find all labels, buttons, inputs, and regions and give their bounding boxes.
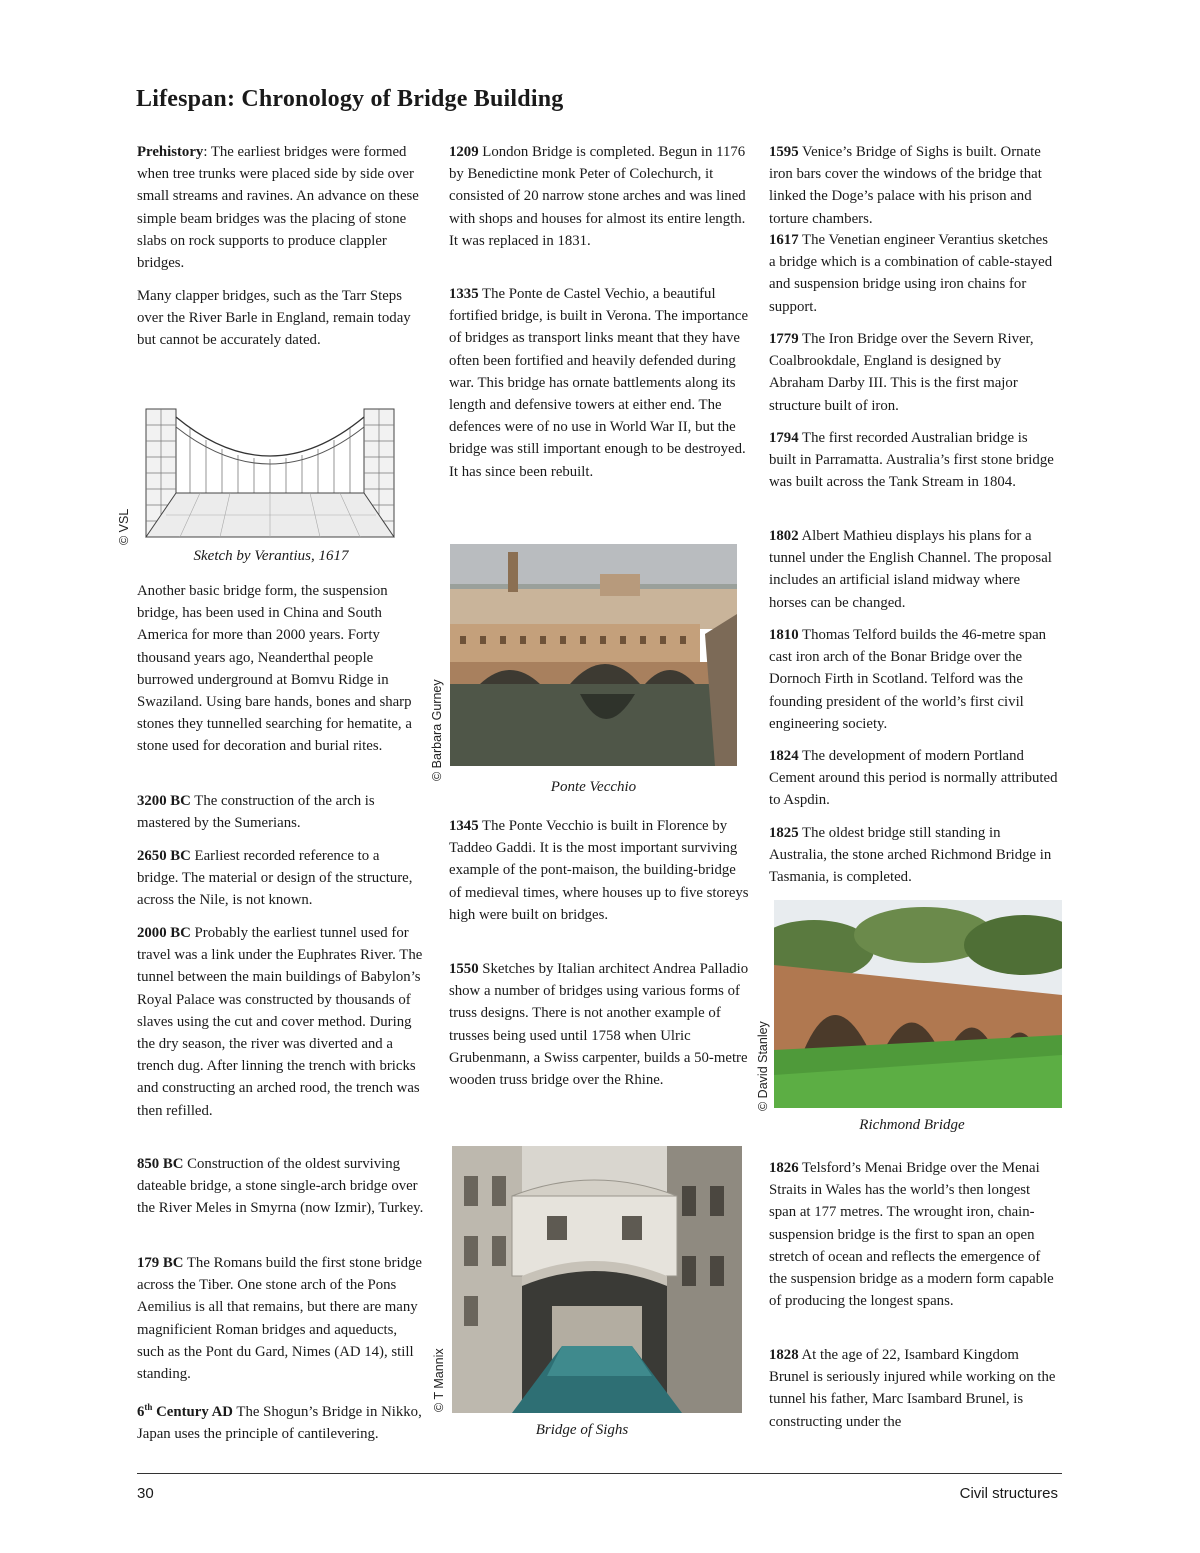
section-name: Civil structures xyxy=(959,1485,1058,1502)
entry-text: Construction of the oldest surviving dateable bridge, a stone single-arch bridge over the River Meles in Smyrna (now Izmir), Turkey. xyxy=(137,1156,424,1217)
paragraph-text: Another basic bridge form, the suspension bridge, has been used in China and South America for more than 2000 years. Forty thousand years ago, Neanderthal people burrowed underground at Bomvu Ridge in Swaziland. Using bare hands, bones and sharp stones they tunnelled searching for hematite, a stone used for decoration and burial rites. xyxy=(137,583,412,755)
richmond-bridge-credit: © David Stanley xyxy=(756,1021,770,1111)
entry-year: 3200 BC xyxy=(137,793,191,809)
ponte-vecchio-photo xyxy=(450,544,737,766)
entry-year: 1617 xyxy=(769,232,799,248)
entry-year: 1802 xyxy=(769,528,799,544)
paragraph-clapper xyxy=(137,285,424,352)
entry-179bc xyxy=(137,1252,424,1385)
entry-1794 xyxy=(769,427,1058,494)
entry-text: The Ponte de Castel Vechio, a beautiful fortified bridge, is built in Verona. The importance of bridges as transport links meant that they have often been fortified and heavily defended during war. This bridge has ornate battlements along its length and defensive towers at either end. The defences were of no use in World War II, but the bridge was still important enough to be destroyed. It has since been rebuilt. xyxy=(449,286,749,480)
entry-1345 xyxy=(449,815,749,926)
entry-text: The Iron Bridge over the Severn River, Coalbrookdale, England is designed by Abraham Darby III. This is the first major structure built of iron. xyxy=(769,331,1034,414)
entry-text: Venice’s Bridge of Sighs is built. Ornate iron bars cover the windows of the bridge that linked the Doge’s palace with his prison and torture chambers. xyxy=(769,144,1042,227)
entry-text: London Bridge is completed. Begun in 1176 by Benedictine monk Peter of Colechurch, it consisted of 20 narrow stone arches and was lined with shops and houses for almost its entire length. It was replaced in 1831. xyxy=(449,144,746,249)
entry-year: 1779 xyxy=(769,331,799,347)
entry-year: 1828 xyxy=(769,1347,799,1363)
entry-text: Earliest recorded reference to a bridge. The material or design of the structure, across the Nile, is not known. xyxy=(137,848,413,909)
entry-text: The Ponte Vecchio is built in Florence by Taddeo Gaddi. It is the most important surviving example of the pont-maison, the building-bridge of medieval times, where houses up to five storeys high were built on bridges. xyxy=(449,818,749,923)
entry-text: At the age of 22, Isambard Kingdom Brunel is seriously injured while working on the tunnel his father, Marc Isambard Brunel, is constructing under the xyxy=(769,1347,1056,1430)
entry-year: 850 BC xyxy=(137,1156,184,1172)
entry-1209 xyxy=(449,141,749,252)
page-title: Lifespan: Chronology of Bridge Building xyxy=(136,86,564,112)
sketch-credit: © VSL xyxy=(117,508,131,545)
bridge-of-sighs-caption: Bridge of Sighs xyxy=(535,1422,629,1438)
entry-year: 1794 xyxy=(769,430,799,446)
entry-text: The Romans build the first stone bridge across the Tiber. One stone arch of the Pons Aemilius is all that remains, but there are many magnificient Roman bridges and aqueducts, such as the Pont du Gard, Nimes (AD 14), still standing. xyxy=(137,1255,422,1383)
entry-1802 xyxy=(769,525,1058,614)
entry-1824 xyxy=(769,745,1058,812)
entry-2650bc xyxy=(137,845,424,912)
entry-text: Thomas Telford builds the 46-metre span cast iron arch of the Bonar Bridge over the Dornoch Firth in Scotland. Telford was the founding president of the world’s first civil engineering society. xyxy=(769,627,1047,732)
entry-1595 xyxy=(769,141,1058,230)
page-number: 30 xyxy=(137,1485,154,1502)
entry-text: The oldest bridge still standing in Australia, the stone arched Richmond Bridge in Tasmania, is completed. xyxy=(769,825,1052,886)
richmond-bridge-photo xyxy=(774,900,1062,1108)
entry-text: Albert Mathieu displays his plans for a tunnel under the English Channel. The proposal includes an artificial island midway where horses can be changed. xyxy=(769,528,1052,611)
paragraph-text: Many clapper bridges, such as the Tarr Steps over the River Barle in England, remain today but cannot be accurately dated. xyxy=(137,288,411,349)
entry-prehistory xyxy=(137,141,424,274)
entry-year: 2650 BC xyxy=(137,848,191,864)
ponte-vecchio-credit: © Barbara Gurney xyxy=(430,679,444,781)
entry-1828 xyxy=(769,1344,1058,1433)
entry-1826 xyxy=(769,1157,1058,1312)
entry-1810 xyxy=(769,624,1058,735)
entry-text: The Venetian engineer Verantius sketches a bridge which is a combination of cable-stayed and suspension bridge using iron chains for support. xyxy=(769,232,1053,315)
entry-year: 1335 xyxy=(449,286,479,302)
entry-year: 1826 xyxy=(769,1160,799,1176)
entry-1825 xyxy=(769,822,1058,889)
ponte-vecchio-caption: Ponte Vecchio xyxy=(550,779,637,795)
bridge-of-sighs-photo xyxy=(452,1146,742,1413)
entry-year: 1825 xyxy=(769,825,799,841)
entry-text: The development of modern Portland Cement around this period is normally attributed to Aspdin. xyxy=(769,748,1058,809)
entry-1617 xyxy=(769,229,1058,318)
entry-year: 1595 xyxy=(769,144,799,160)
entry-year: 2000 BC xyxy=(137,925,191,941)
entry-year: 1550 xyxy=(449,961,479,977)
entry-text: The Shogun’s Bridge in Nikko, Japan uses the principle of cantilevering. xyxy=(137,1403,422,1443)
entry-2000bc xyxy=(137,922,424,1122)
entry-text: The first recorded Australian bridge is built in Parramatta. Australia’s first stone bridge was built across the Tank Stream in 1804. xyxy=(769,430,1054,491)
sketch-caption: Sketch by Verantius, 1617 xyxy=(193,548,349,564)
entry-text: Probably the earliest tunnel used for travel was a link under the Euphrates River. The tunnel between the main buildings of Babylon’s Royal Palace was constructed by thousands of slaves using the cut and cover method. During the dry season, the river was diverted and a trench dug. After linning the trench with bricks and constructing an arched rood, the trench was then refilled. xyxy=(137,925,423,1119)
entry-year: 1810 xyxy=(769,627,799,643)
entry-year: 1824 xyxy=(769,748,799,764)
entry-year: 1345 xyxy=(449,818,479,834)
entry-1550 xyxy=(449,958,749,1091)
entry-year: 179 BC xyxy=(137,1255,184,1271)
entry-text: Sketches by Italian architect Andrea Palladio show a number of bridges using various forms of truss designs. There is not another example of trusses being used until 1758 when Ulric Grubenmann, a Swiss carpenter, builds a 50-metre wooden truss bridge over the Rhine. xyxy=(449,961,749,1089)
entry-1335 xyxy=(449,283,749,483)
entry-year: 1209 xyxy=(449,144,479,160)
entry-850bc xyxy=(137,1153,424,1220)
richmond-bridge-caption: Richmond Bridge xyxy=(859,1117,965,1133)
entry-text: The construction of the arch is mastered by the Sumerians. xyxy=(137,793,375,832)
verantius-sketch xyxy=(140,405,402,540)
entry-6th-century xyxy=(137,1396,424,1445)
entry-1779 xyxy=(769,328,1058,417)
bridge-of-sighs-credit: © T Mannix xyxy=(432,1348,446,1412)
entry-text: : The earliest bridges were formed when tree trunks were placed side by side over small streams and ravines. An advance on these simple beam bridges was the placing of stone slabs on rock supports to produce clappler bridges. xyxy=(137,144,419,272)
entry-year: Prehistory xyxy=(137,144,204,160)
entry-3200bc xyxy=(137,790,424,834)
paragraph-suspension xyxy=(137,580,424,758)
footer-divider xyxy=(137,1473,1062,1474)
entry-text: Telsford’s Menai Bridge over the Menai Straits in Wales has the world’s then longest span at 177 metres. The wrought iron, chain-suspension bridge is the first to span an open stretch of ocean and reflects the emergence of the suspension bridge as a modern form capable of producing the longest spans. xyxy=(769,1160,1054,1310)
entry-year: 6th Century AD xyxy=(137,1402,233,1420)
